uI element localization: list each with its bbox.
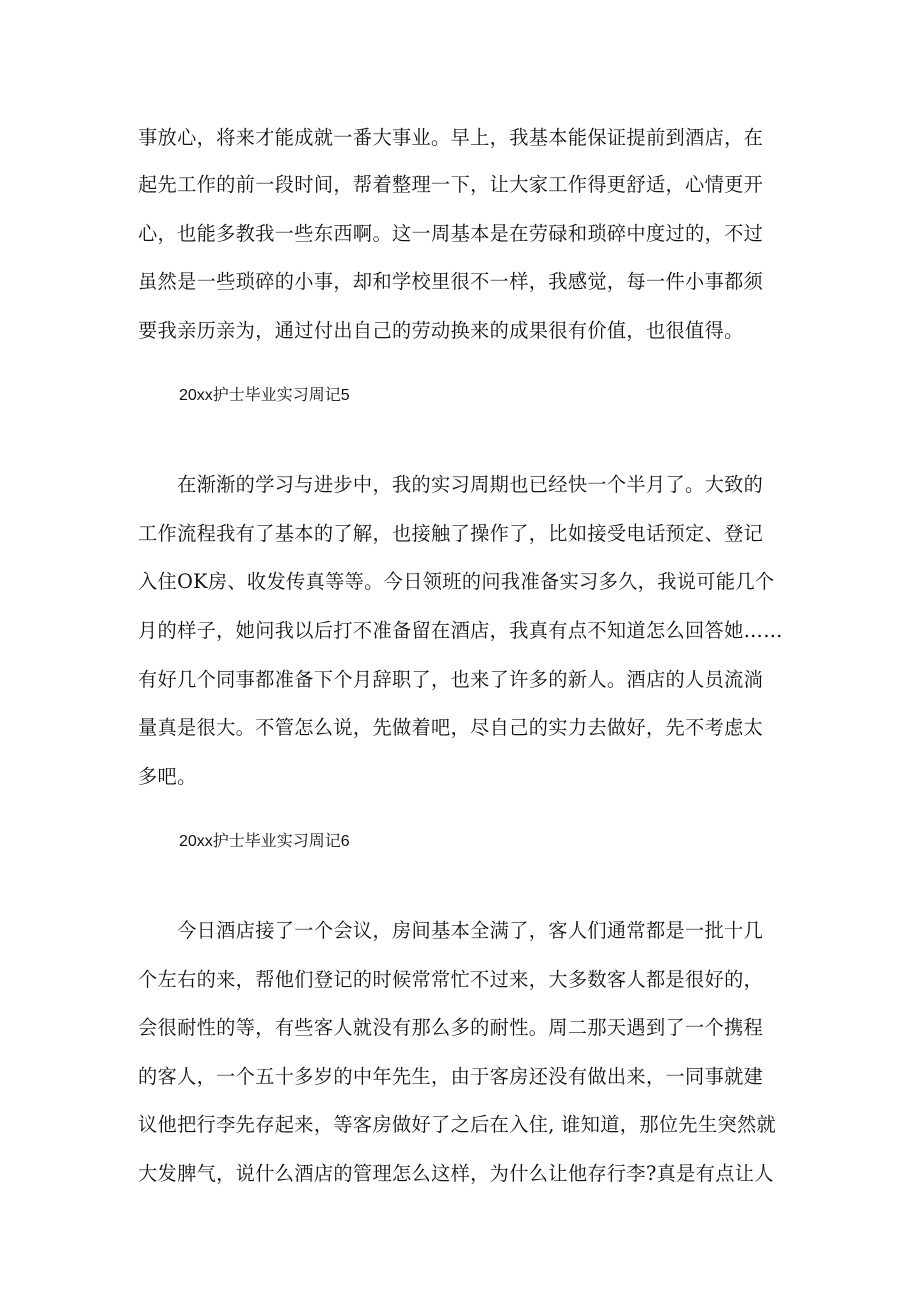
paragraph-line: 有好几个同事都准备下个月辞职了，也来了许多的新人。酒店的人员流淌 — [138, 667, 764, 691]
paragraph-line: 议他把行李先存起来，等客房做好了之后在入住, 谁知道，那位先生突然就 — [138, 1113, 777, 1137]
paragraph-line: 今日酒店接了一个会议，房间基本全满了，客人们通常都是一批十几 — [138, 919, 764, 943]
paragraph-line: 多吧。 — [138, 764, 197, 788]
paragraph-line: 个左右的来，帮他们登记的时候常常忙不过来，大多数客人都是很好的， — [138, 967, 764, 991]
paragraph-line: 虽然是一些琐碎的小事，却和学校里很不一样，我感觉，每一件小事都须 — [138, 270, 764, 294]
paragraph-line: 入住OK房、收发传真等等。今日领班的问我准备实习多久，我说可能几个 — [138, 570, 775, 594]
paragraph-line: 在渐渐的学习与进步中，我的实习周期也已经快一个半月了。大致的 — [138, 473, 764, 497]
paragraph-line: 心，也能多教我一些东西啊。这一周基本是在劳碌和琐碎中度过的，不过 — [138, 221, 764, 245]
section-heading: 20xx护士毕业实习周记5 — [179, 387, 350, 405]
paragraph-line: 会很耐性的等，有些客人就没有那么多的耐性。周二那天遇到了一个携程 — [138, 1016, 764, 1040]
paragraph-line: 量真是很大。不管怎么说，先做着吧，尽自己的实力去做好，先不考虑太 — [138, 716, 764, 740]
paragraph-line: 大发脾气，说什么酒店的管理怎么这样，为什么让他存行李?真是有点让人 — [138, 1162, 774, 1185]
paragraph-line: 事放心，将来才能成就一番大事业。早上，我基本能保证提前到酒店，在 — [138, 126, 764, 149]
paragraph-line: 起先工作的前一段时间，帮着整理一下，让大家工作得更舒适，心情更开 — [138, 173, 764, 197]
section-heading: 20xx护士毕业实习周记6 — [179, 833, 350, 851]
paragraph-line: 月的样子，她问我以后打不准备留在酒店，我真有点不知道怎么回答她…… — [138, 618, 783, 642]
paragraph-line: 的客人，一个五十多岁的中年先生，由于客房还没有做出来，一同事就建 — [138, 1064, 764, 1088]
paragraph-line: 要我亲历亲为，通过付出自己的劳动换来的成果很有价值，也很值得。 — [138, 318, 744, 342]
paragraph-line: 工作流程我有了基本的了解，也接触了操作了，比如接受电话预定、登记 — [138, 521, 764, 545]
